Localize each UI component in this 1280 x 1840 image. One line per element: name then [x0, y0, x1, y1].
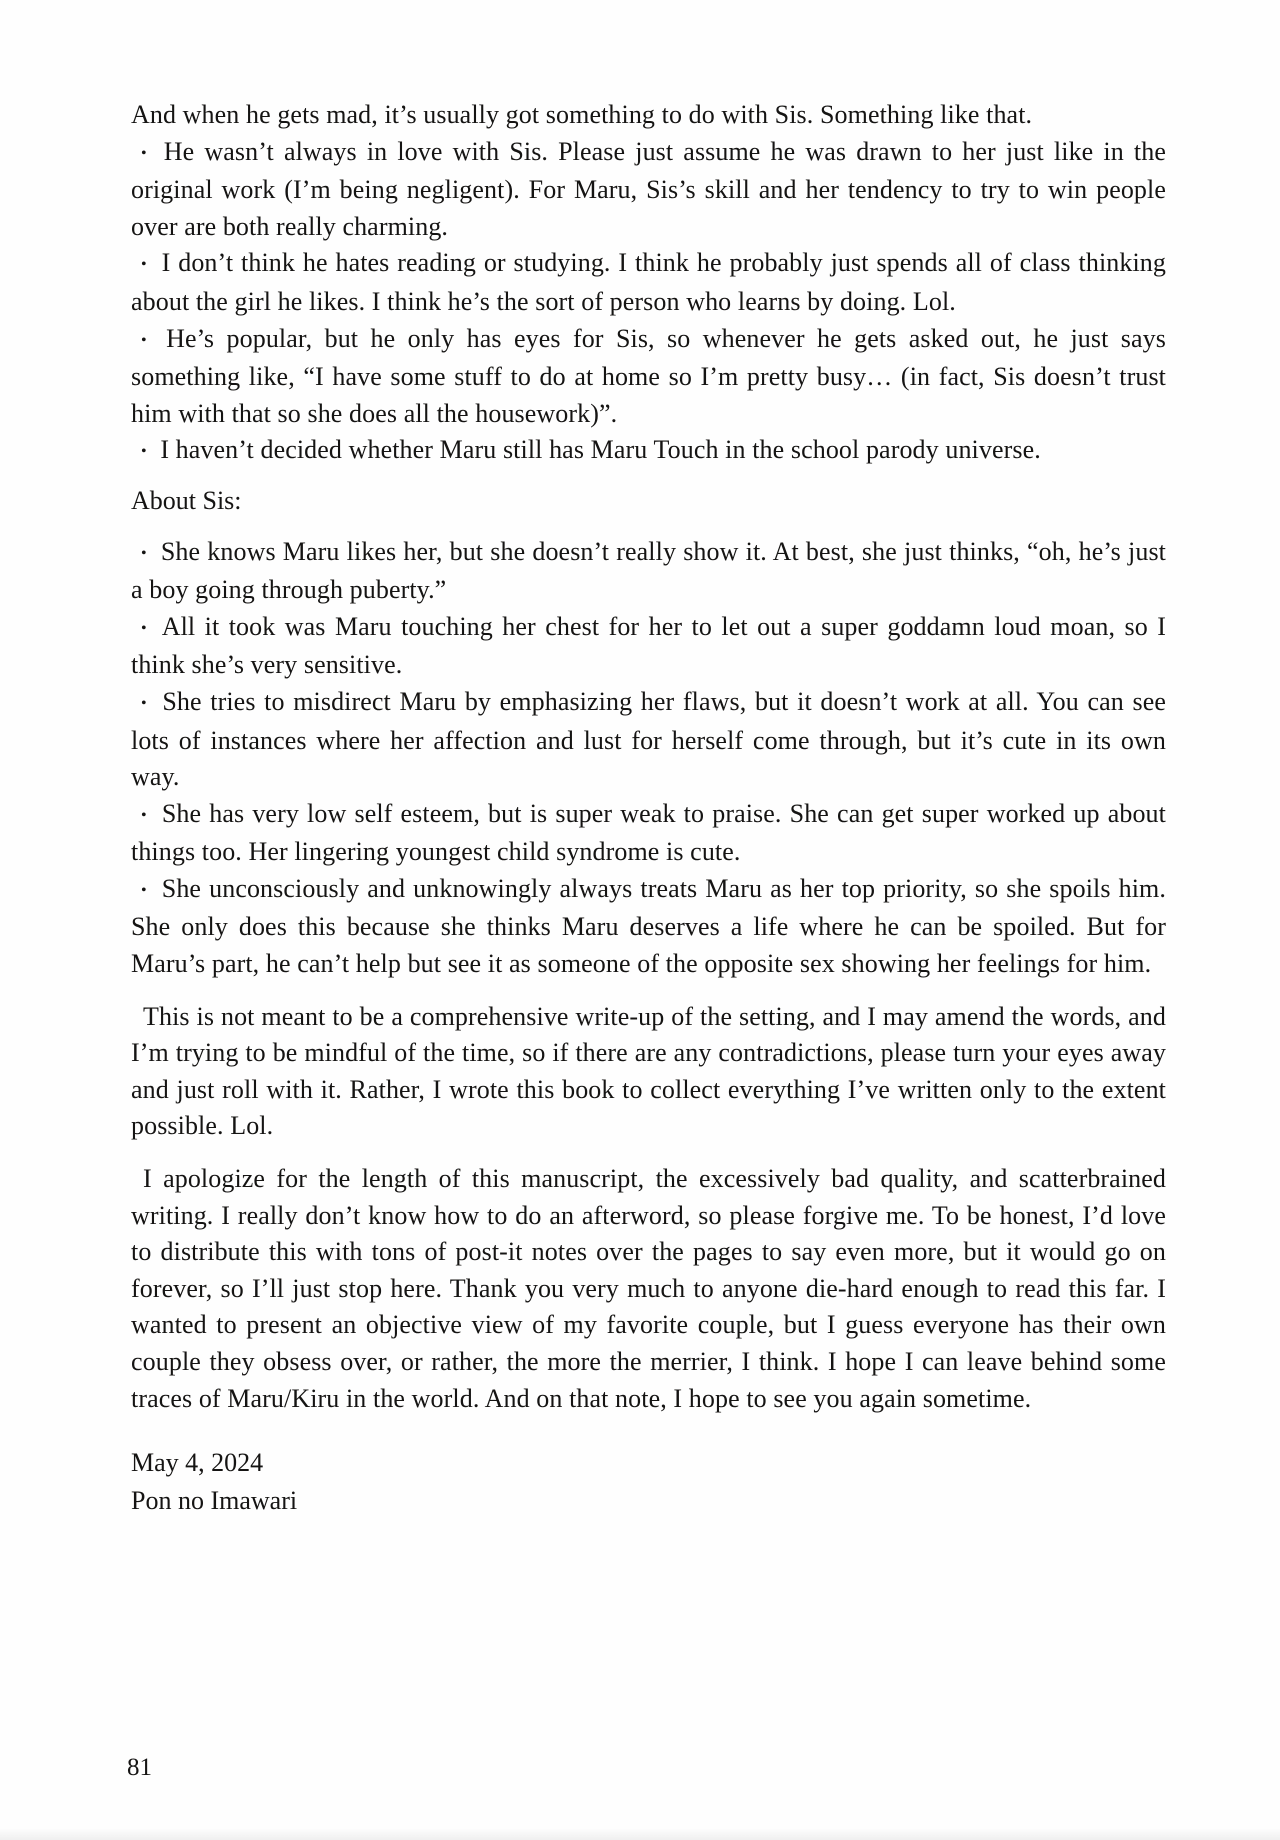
- bullet-marker: •: [141, 144, 147, 162]
- bullet-text: He wasn’t always in love with Sis. Please just assume he was drawn to her just like in the original work (I’m being negligent). For Maru, Sis’s skill and her tendency to try to win people over are both really charming.: [131, 136, 1166, 241]
- author-line: Pon no Imawari: [131, 1485, 298, 1515]
- bullet-item: [131, 534, 1166, 609]
- bullet-item: [131, 432, 1166, 471]
- bullet-marker: •: [141, 544, 147, 562]
- bullet-text: She tries to misdirect Maru by emphasizing her flaws, but it doesn’t work at all. You can see lots of instances where her affection and lust for herself come through, but it’s cute in its own way.: [131, 686, 1166, 792]
- bullet-marker: •: [141, 331, 147, 349]
- date-line: May 4, 2024: [131, 1448, 264, 1478]
- bullet-text: All it took was Maru touching her chest for her to let out a super goddamn loud moan, so I think she’s very sensitive.: [131, 611, 1166, 680]
- bullet-marker: •: [141, 881, 147, 899]
- bullet-text: I don’t think he hates reading or studying. I think he probably just spends all of class thinking about the girl he likes. I think he’s the sort of person who learns by doing. Lol.: [131, 248, 1166, 316]
- scan-edge-shadow: [0, 1828, 1280, 1840]
- bullet-text: She unconsciously and unknowingly always treats Maru as her top priority, so she spoils him. She only does this because she thinks Maru deserves a life where he can be spoiled. But for Maru’s part, he can’t help but see it as someone of the opposite sex showing her feelings for him.: [131, 873, 1166, 979]
- bullet-text: She knows Maru likes her, but she doesn’t really show it. At best, she just thinks, “oh, he’s just a boy going through puberty.”: [131, 536, 1166, 605]
- bullet-marker: •: [141, 806, 147, 824]
- bullet-item: [131, 684, 1166, 796]
- bullet-item: [131, 796, 1166, 871]
- bullet-marker: •: [141, 443, 147, 461]
- afterword-text: [131, 97, 1166, 1519]
- bullet-item: [131, 134, 1166, 246]
- section-heading-about-sis: About Sis:: [131, 485, 242, 515]
- intro-paragraph: And when he gets mad, it’s usually got something to do with Sis. Something like that.: [131, 100, 1033, 129]
- bullet-text: He’s popular, but he only has eyes for Sis, so whenever he gets asked out, he just says something like, “I have some stuff to do at home so I’m pretty busy… (in fact, Sis doesn’t trust him with that so she does all the housework)”.: [131, 323, 1166, 428]
- bullet-marker: •: [141, 619, 147, 637]
- bullet-marker: •: [141, 256, 147, 274]
- bullet-item: [131, 871, 1166, 983]
- bullet-item: [131, 321, 1166, 433]
- signature-block: [131, 1444, 1166, 1519]
- bullet-item: [131, 245, 1166, 320]
- bullet-item: [131, 609, 1166, 684]
- closing-paragraph: This is not meant to be a comprehensive write-up of the setting, and I may amend the words, and I’m trying to be mindful of the time, so if there are any contradictions, please turn your eyes away and just roll with it. Rather, I wrote this book to collect everything I’ve written only to the extent possible. Lol.: [131, 1001, 1166, 1141]
- bullet-text: I haven’t decided whether Maru still has Maru Touch in the school parody universe.: [160, 435, 1041, 465]
- bullet-marker: •: [141, 694, 147, 712]
- bullet-text: She has very low self esteem, but is super weak to praise. She can get super worked up about things too. Her lingering youngest child syndrome is cute.: [131, 798, 1166, 867]
- page-number: 81: [127, 1754, 152, 1781]
- closing-paragraph: I apologize for the length of this manuscript, the excessively bad quality, and scatterbrained writing. I really don’t know how to do an afterword, so please forgive me. To be honest, I’d love to distribute this with tons of post-it notes over the pages to say even more, but it would go on forever, so I’ll just stop here. Thank you very much to anyone die-hard enough to read this far. I wanted to present an objective view of my favorite couple, but I guess everyone has their own couple they obsess over, or rather, the more the merrier, I think. I hope I can leave behind some traces of Maru/Kiru in the world. And on that note, I hope to see you again sometime.: [131, 1164, 1166, 1413]
